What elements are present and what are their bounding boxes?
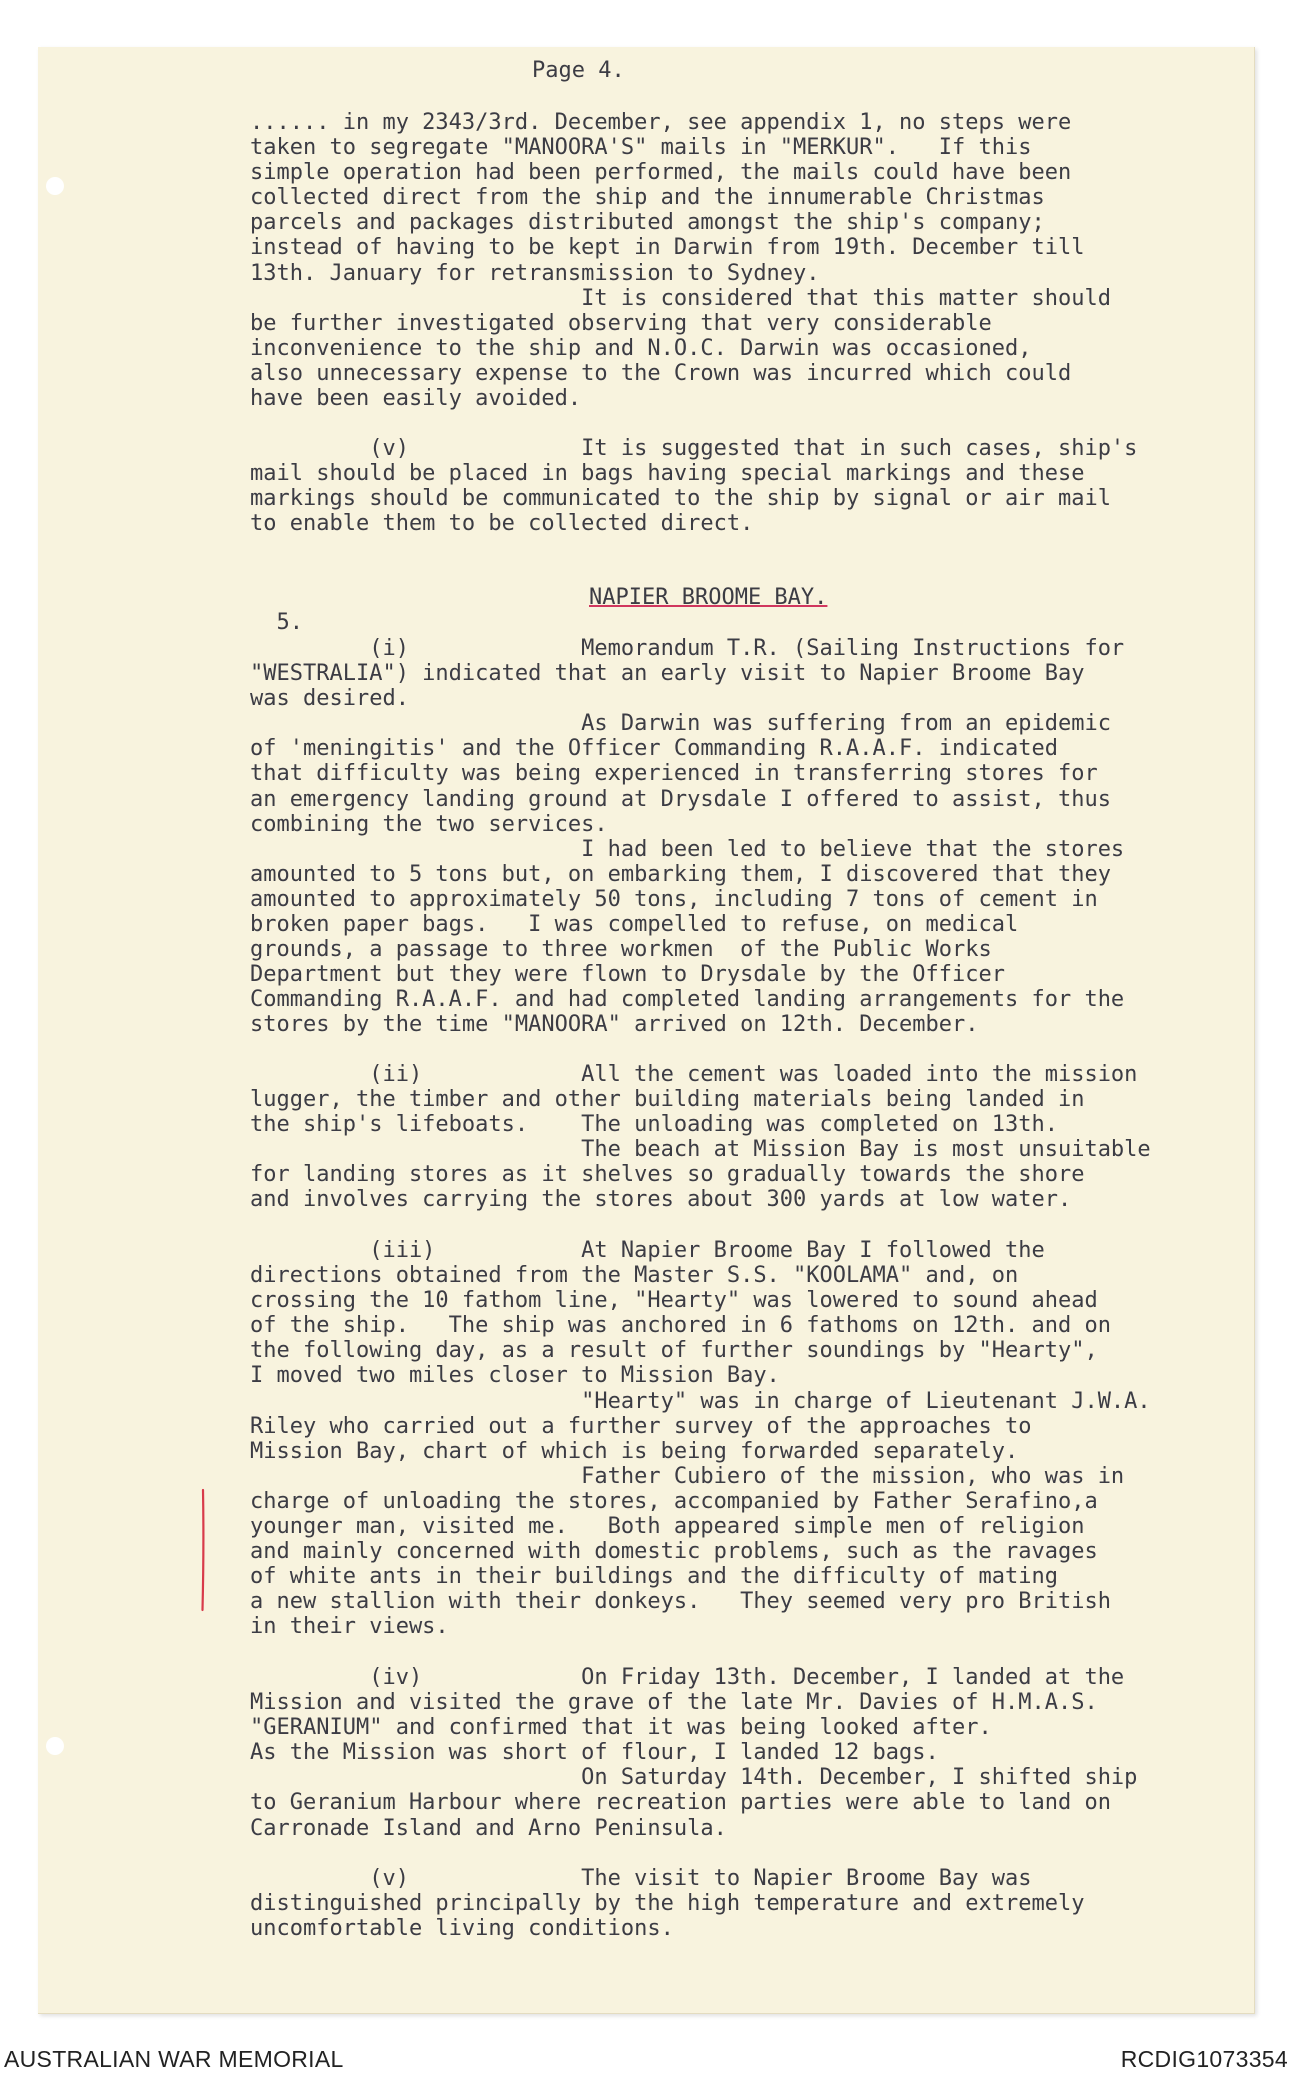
paragraph-v-temperature: (v) The visit to Napier Broome Bay was distinguished principally by the high temperature and extremely uncomfortable living conditions. — [250, 1866, 1085, 1942]
punch-hole — [46, 1737, 64, 1755]
paragraph-ii-cement-unloading: (ii) All the cement was loaded into the mission lugger, the timber and other building materials being landed in the ship's lifeboats. The unloading was completed on 13th. The beach at Mission Bay is most unsuitable for landing stores as it shelves so gradually towards the shore and involves carrying the stores about 300 yards at low water. — [250, 1062, 1151, 1213]
section-number: 5. — [276, 610, 303, 636]
page-number: Page 4. — [532, 58, 625, 83]
paragraph-mail-segregation: ...... in my 2343/3rd. December, see appendix 1, no steps were taken to segregate "MANOORA'S" mails in "MERKUR". If this simple operation had been performed, the mails could have been collected direct from the ship and the innumerable Christmas parcels and packages distributed amongst the ship's company; instead of having to be kept in Darwin from 19th. December till 13th. January for retransmission to Sydney. It is considered that this matter should be further investigated observing that very considerable inconvenience to the ship and N.O.C. Darwin was occasioned, also unnecessary expense to the Crown was incurred which could have been easily avoided. — [250, 110, 1111, 412]
paragraph-iv-mission-visit: (iv) On Friday 13th. December, I landed at the Mission and visited the grave of the late Mr. Davies of H.M.A.S. "GERANIUM" and confirmed that it was being looked after. As the Mission was short of flour, I landed 12 bags. On Saturday 14th. December, I shifted ship to Geranium Harbour where recreation parties were able to land on Carronade Island and Arno Peninsula. — [250, 1665, 1138, 1841]
margin-mark — [201, 1488, 205, 1612]
footer-right: RCDIG1073354 — [1120, 2046, 1288, 2072]
punch-hole — [46, 177, 64, 195]
paragraph-v-mail-bags: (v) It is suggested that in such cases, ship's mail should be placed in bags having special markings and these markings should be communicated to the ship by signal or air mail to enable them to be collected direct. — [250, 436, 1138, 537]
paragraph-i-sailing-instructions: (i) Memorandum T.R. (Sailing Instructions for "WESTRALIA") indicated that an early visit to Napier Broome Bay was desired. As Darwin was suffering from an epidemic of 'meningitis' and the Officer Commanding R.A.A.F. indicated that difficulty was being experienced in transferring stores for an emergency landing ground at Drysdale I offered to assist, thus combining the two services. I had been led to believe that the stores amounted to 5 tons but, on embarking them, I discovered that they amounted to approximately 50 tons, including 7 tons of cement in broken paper bags. I was compelled to refuse, on medical grounds, a passage to three workmen of the Public Works Department but they were flown to Drysdale by the Officer Commanding R.A.A.F. and had completed landing arrangements for the stores by the time "MANOORA" arrived on 12th. December. — [250, 636, 1125, 1038]
paragraph-iii-napier-broome-bay: (iii) At Napier Broome Bay I followed the directions obtained from the Master S.S. "KOOLAMA" and, on crossing the 10 fathom line, "Hearty" was lowered to sound ahead of the ship. The ship was anchored in 6 fathoms on 12th. and on the following day, as a result of further soundings by "Hearty", I moved two miles closer to Mission Bay. "Hearty" was in charge of Lieutenant J.W.A. Riley who carried out a further survey of the approaches to Mission Bay, chart of which is being forwarded separately. Father Cubiero of the mission, who was in charge of unloading the stores, accompanied by Father Serafino,a younger man, visited me. Both appeared simple men of religion and mainly concerned with domestic problems, such as the ravages of white ants in their buildings and the difficulty of mating a new stallion with their donkeys. They seemed very pro British in their views. — [250, 1238, 1151, 1640]
section-title: NAPIER BROOME BAY. — [589, 585, 828, 610]
footer-left: AUSTRALIAN WAR MEMORIAL — [4, 2046, 344, 2072]
